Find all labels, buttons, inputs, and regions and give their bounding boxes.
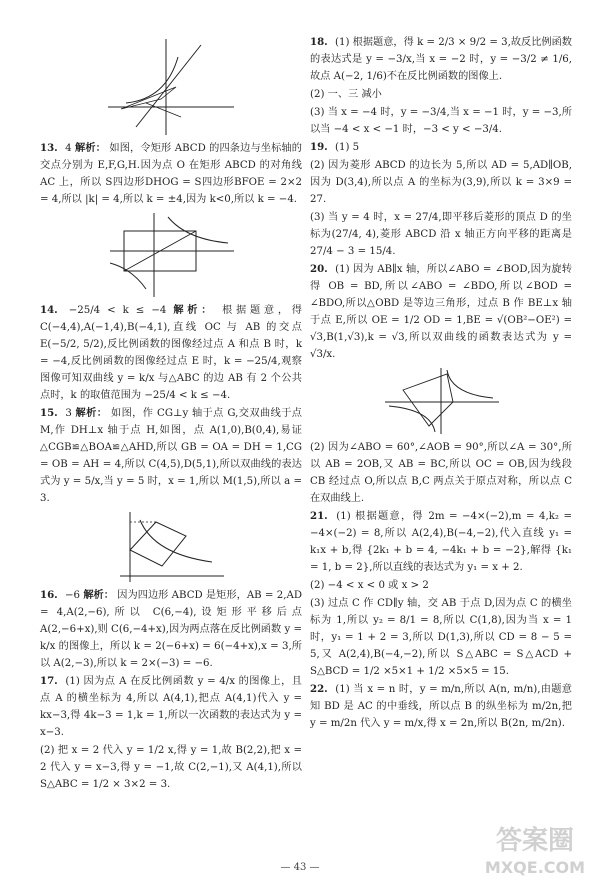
analysis-label: 解析： bbox=[75, 407, 108, 419]
question-number: 17. bbox=[40, 675, 58, 687]
answer-18-part2 bbox=[310, 86, 572, 103]
question-number: 20. bbox=[310, 263, 328, 275]
question-number: 19. bbox=[310, 141, 328, 153]
answer-text: (2) −4 < x < 0 或 x > 2 bbox=[310, 580, 429, 591]
question-number: 15. bbox=[40, 407, 58, 419]
answer-head: 4 bbox=[65, 143, 72, 154]
answer-text: (3) 当 x = −4 时，y = −3/4,当 x = −1 时，y = −3,所以当 −4 < x < −1 时，−3 < y < −3/4. bbox=[310, 107, 572, 135]
answer-text: (3) 当 y = 4 时，x = 27/4,即平移后菱形的顶点 D 的坐标为(27/4, 4),菱形 ABCD 沿 x 轴正方向平移的距离是 27/4 − 3 = 15/4. bbox=[310, 212, 572, 257]
answer-16 bbox=[40, 587, 302, 672]
answer-head: −6 bbox=[65, 590, 81, 601]
analysis-label: 解析： bbox=[173, 304, 216, 316]
answer-15 bbox=[40, 405, 302, 507]
answer-18-part3 bbox=[310, 104, 572, 138]
answer-13 bbox=[40, 140, 302, 208]
answer-text: (1) 根据题意，得 k = 2/3 × 9/2 = 3,故反比例函数的表达式是 y = −3/x,当 x = −2 时，y = −3/2 ≠ 1/6,故点 A(−2, 1/6)不在反比例函数的图像上. bbox=[310, 37, 572, 82]
answer-text: (2) 因为∠ABO = 60°,∠AOB = 90°,所以∠A = 30°,所以 AB = 2OB,又 AB = BC,所以 OC = OB,因为线段 CB 经过点 O,所以点 B,C 两点关于原点对称，所以点 C 在双曲线上. bbox=[310, 442, 572, 504]
answer-14 bbox=[40, 302, 302, 404]
figure-q13-rectangle bbox=[106, 211, 236, 299]
answer-text: (1) 根据题意，得 2m = −4×(−2),m = 4,k₂ = −4×(−2) = 8,所以 A(2,4),B(−4,−2),代入直线 y₁ = k₁x + b,得 {2k₁ + b = 4, −4k₁ + b = −2},解得 {k₁ = 1, b = 2},所以直线的表达式为 y₁ = x + 2. bbox=[310, 511, 572, 573]
question-number: 18. bbox=[310, 36, 328, 48]
answer-head: −25/4 < k ≤ −4 bbox=[68, 305, 167, 316]
answer-text: 因为四边形 ABCD 是矩形，AB = 2,AD = 4,A(2,−6),所以 C(6,−4),设矩形平移后点 A(2,−6+x),则 C(6,−4+x),因为两点落在反比例函数 y = k/x 的图像上，所以 k = 2(−6+x) = 6(−4+x),x = 3,所以 A(2,−3),所以 k = 2×(−3) = −6. bbox=[40, 590, 302, 669]
question-number: 22. bbox=[310, 683, 328, 695]
question-number: 21. bbox=[310, 510, 328, 522]
answer-21 bbox=[310, 508, 572, 576]
question-number: 14. bbox=[40, 304, 58, 316]
answer-text: (2) 把 x = 2 代入 y = 1/2 x,得 y = 1,故 B(2,2),把 x = 2 代入 y = x−3,得 y = −1,故 C(2,−1),又 A(4,1),所以 S△ABC = 1/2 × 3×2 = 3. bbox=[40, 745, 302, 790]
question-number: 16. bbox=[40, 589, 58, 601]
answer-text: 根据题意，得 C(−4,4),A(−1,4),B(−4,1),直线 OC 与 AB 的交点 E(−5/2, 5/2),反比例函数的图像经过点 A 和点 B 时，k = −4,反比例函数的图像经过点 E 时，k = −25/4,观察图像可知双曲线 y = k/x 与△ABC 的边 AB 有 2 个公共点时，k 的取值范围为 −25/4 < k ≤ −4. bbox=[40, 305, 302, 401]
watermark-line1: 答案圈 bbox=[495, 826, 575, 856]
answer-19-part2 bbox=[310, 157, 572, 208]
watermark-logo bbox=[480, 813, 590, 883]
analysis-label: 解析： bbox=[83, 589, 114, 601]
analysis-label: 解析： bbox=[75, 142, 106, 154]
left-column bbox=[40, 34, 302, 794]
answer-21-part3 bbox=[310, 595, 572, 680]
answer-text: (2) 一、三 减小 bbox=[310, 89, 382, 100]
answer-text: (2) 因为菱形 ABCD 的边长为 5,所以 AD = 5,AD∥OB,因为 D(3,4),所以点 A 的坐标为(3,9),所以 k = 3×9 = 27. bbox=[310, 160, 572, 205]
answer-20 bbox=[310, 261, 572, 363]
answer-text: (1) 5 bbox=[334, 142, 360, 153]
question-number: 13. bbox=[40, 142, 58, 154]
answer-text: 如图，令矩形 ABCD 的四条边与坐标轴的交点分别为 E,F,G,H.因为点 O 在矩形 ABCD 的对角线 AC 上，所以 S四边形DHOG = S四边形BFOE = 2×2 = 4,所以 bbox=[40, 143, 302, 205]
watermark-line2: MXQE.COM bbox=[484, 858, 586, 877]
answer-19 bbox=[310, 139, 572, 156]
answer-17-part2 bbox=[40, 742, 302, 793]
answer-text: 如图，作 CG⊥y 轴于点 G,交双曲线于点 M,作 DH⊥x 轴于点 H,如图，点 A(1,0),B(0,4),易证△CGB≌△BOA≌△AHD,所以 GB = OA = DH = 1,CG = OB = AH = 4,所以 C(4,5),D(5,1),所以双曲线的表达式为 y = 5/x,当 y = 5 时，x = 1,所以 M(1,5),所以 a = 3. bbox=[40, 408, 302, 504]
answer-19-part3 bbox=[310, 209, 572, 260]
answer-text: (3) 过点 C 作 CD∥y 轴，交 AB 于点 D,因为点 C 的横坐标为 1,所以 y₂ = 8/1 = 8,所以 C(1,8),因为当 x = 1 时，y₁ = 1 + 2 = 3,所以 D(1,3),所以 CD = 8 − 5 = 5,又 A(2,4),B(−4,−2),所以 S△ABC = S△ACD + S△BCD = 1/2 ×5×1 + 1/2 ×5×5 = 15. bbox=[310, 598, 572, 677]
answer-text: (1) 因为 AB∥x 轴，所以∠ABO = ∠BOD,因为旋转得 OB = BD,所以∠ABO = ∠BDO,所以∠BOD = ∠BDO,所以△OBD 是等边三角形，过点 B 作 BE⊥x 轴于点 E,所以 OE = 1/2 OD = 1,BE = √(OB²−OE²) = √3,B(1,√3),k = √3,所以双曲线的函数表达式为 y = √3/x. bbox=[310, 264, 572, 360]
answer-text: |k| = 4,所以 k = ±4,因为 k<0,所以 k = −4. bbox=[85, 194, 298, 205]
answer-20-part2 bbox=[310, 439, 572, 507]
answer-text: (1) 因为点 A 在反比例函数 y = 4/x 的图像上，且点 A 的横坐标为 4,所以 A(4,1),把点 A(4,1)代入 y = kx−3,得 4k−3 = 1,k = 1,所以一次函数的表达式为 y = x−3. bbox=[40, 676, 302, 738]
figure-q20-hyperbola bbox=[381, 366, 501, 436]
figure-q15-square bbox=[116, 510, 226, 584]
right-column bbox=[310, 34, 572, 733]
answer-text: (1) 当 x = n 时，y = m/n,所以 A(n, m/n),由题意知 BD 是 AC 的中垂线，所以点 B 的纵坐标为 m/2n,把 y = m/2n 代入 y = m/x,得 x = 2n,所以 B(2n, m/2n). bbox=[310, 684, 572, 729]
answer-18 bbox=[310, 34, 572, 85]
answer-head: 3 bbox=[65, 408, 72, 419]
answer-21-part2 bbox=[310, 577, 572, 594]
figure-q12-graph bbox=[106, 37, 236, 137]
page-number: — 43 — bbox=[280, 862, 320, 873]
answer-17 bbox=[40, 673, 302, 741]
answer-22 bbox=[310, 681, 572, 732]
